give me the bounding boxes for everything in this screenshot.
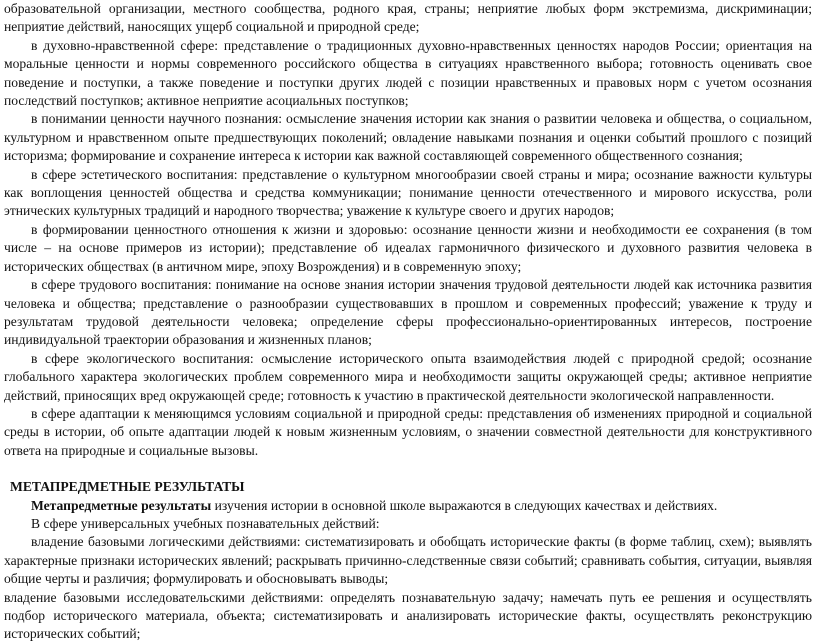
- paragraph-ecological-education: в сфере экологического воспитания: осмысление исторического опыта взаимодействия людей с природной средой; осознание глобального характера экологических проблем современного мира и необходимости защиты окружающей среды; активное неприятие действий, приносящих вред окружающей среде; готовность к участию в практической деятельности экологической направленности.: [4, 350, 812, 403]
- paragraph-meta-subheading: В сфере универсальных учебных познавательных действий:: [31, 515, 380, 531]
- paragraph-spiritual-moral: в духовно-нравственной сфере: представление о традиционных духовно-нравственных ценностях народов России; ориентация на моральные ценности и нормы современного российского общества в ситуациях нравственного выбора; готовность оценивать свое поведение и поступки, а также поведение и поступки других людей с позиции нравственных и правовых норм с учетом осознания последствий поступков; активное неприятие асоциальных поступков;: [4, 37, 812, 109]
- section-heading: МЕТАПРЕДМЕТНЫЕ РЕЗУЛЬТАТЫ: [10, 479, 245, 495]
- paragraph-research-actions: владение базовыми исследовательскими действиями: определять познавательную задачу; намечать путь ее решения и осуществлять подбор исторического материала, объекта; систематизировать и анализировать исторические факты, осуществлять реконструкцию исторических событий;: [4, 589, 812, 642]
- paragraph-life-health: в формировании ценностного отношения к жизни и здоровью: осознание ценности жизни и необходимости ее сохранения (в том числе – на основе примеров из истории); представление об идеалах гармоничного физического и духовного развития человека в исторических обществах (в античном мире, эпоху Возрождения) и в современную эпоху;: [4, 221, 812, 274]
- paragraph-meta-intro: [4, 497, 812, 515]
- paragraph-aesthetic-education: в сфере эстетического воспитания: представление о культурном многообразии своей страны и мира; осознание важности культуры как воплощения ценностей общества и средства коммуникации; понимание ценности отечественного и мирового искусства, роли этнических культурных традиций и народного творчества; уважение к культуре своего и других народов;: [4, 166, 812, 219]
- paragraph-adaptation: в сфере адаптации к меняющимся условиям социальной и природной среды: представления об изменениях природной и социальной среды в истории, об опыте адаптации людей к новым жизненным условиям, о значении совместной деятельности для конструктивного ответа на природные и социальные вызовы.: [4, 405, 812, 458]
- paragraph-civic-continuation: образовательной организации, местного сообщества, родного края, страны; неприятие любых форм экстремизма, дискриминации; неприятие действий, наносящих ущерб социальной и природной среде;: [4, 1, 812, 35]
- section-spacer: [4, 460, 812, 478]
- paragraph-labor-education: в сфере трудового воспитания: понимание на основе знания истории значения трудовой деятельности людей как источника развития человека и общества; представление о разнообразии существовавших в прошлом и современных профессий; уважение к труду и результатам трудовой деятельности человека; определение сферы профессионально-ориентированных интересов, построение индивидуальной траектории образования и жизненных планов;: [4, 277, 812, 348]
- meta-intro-bold-term: Метапредметные результаты: [31, 497, 212, 513]
- meta-intro-text: изучения истории в основной школе выражаются в следующих качествах и действиях.: [211, 497, 718, 513]
- paragraph-scientific-knowledge: в понимании ценности научного познания: осмысление значения истории как знания о развитии человека и общества, о социальном, культурном и нравственном опыте предшествующих поколений; овладение навыками познания и оценки событий прошлого с позиций историзма; формирование и сохранение интереса к истории как важной составляющей современного общественного сознания;: [4, 111, 812, 164]
- paragraph-logical-actions: владение базовыми логическими действиями: систематизировать и обобщать исторические факты (в форме таблиц, схем); выявлять характерные признаки исторических явлений; раскрывать причинно-следственные связи событий; сравнивать события, ситуации, выявляя общие черты и различия; формулировать и обосновывать выводы;: [4, 534, 812, 587]
